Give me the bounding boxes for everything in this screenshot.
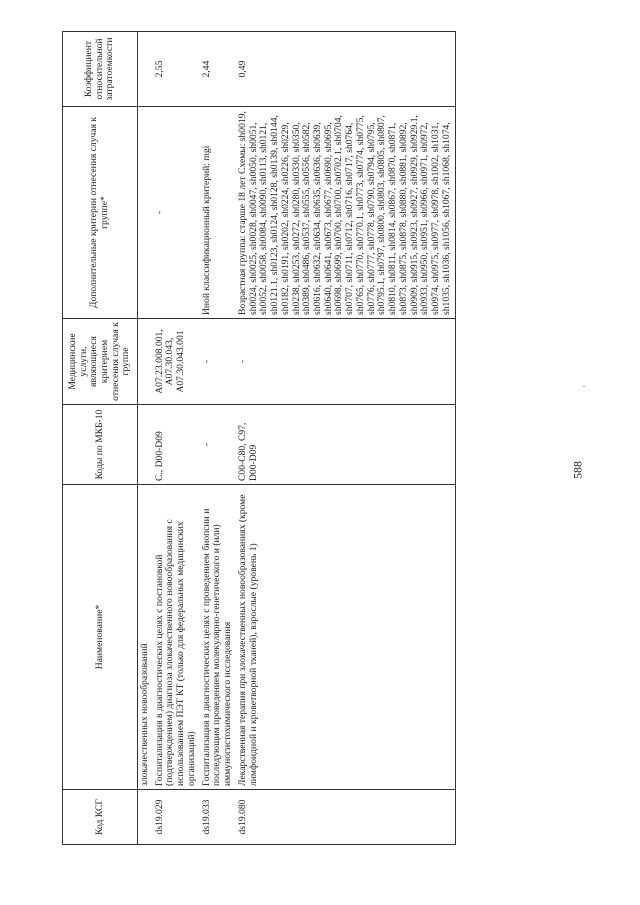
cell-code: ds19.033 (200, 790, 236, 845)
continuation-text: злокачественных новообразований (138, 485, 153, 790)
cell-mkb: C00-C80, C97, D00-D09 (236, 405, 455, 485)
continuation-row (138, 32, 153, 845)
cell-name: Госпитализация в диагностических целях с постановкой (подтверждением) диагноза злокачественного новообразования с использованием ПЭТ КТ (только для федеральных медицинских организаций) (153, 485, 200, 790)
rotated-table-wrapper (62, 32, 637, 845)
cell-services: A07.23.008.001, A07.30.043, A07.30.043.001 (153, 319, 200, 405)
header-mkb: Коды по МКБ-10 (63, 405, 138, 485)
table-row (236, 32, 455, 845)
cell-services: - (236, 319, 455, 405)
cell-services: - (200, 319, 236, 405)
ksg-table (62, 31, 456, 845)
cell-coef: 2,55 (153, 32, 200, 107)
cell-mkb: C., D00-D09 (153, 405, 200, 485)
table-header-row (63, 32, 138, 845)
header-name: Наименование* (63, 485, 138, 790)
cell-coef: 0,49 (236, 32, 455, 107)
cell-name: Госпитализация в диагностических целях с проведением биопсии и последующим проведением молекулярно-генетического и (или) иммуногистохимического исследования (200, 485, 236, 790)
cell-criteria: Возрастная группа: старше 18 лет Схемы: sh0019, sh0024, sh0025, sh0028, sh0047, sh0050, sh0051, sh0052, sh0058, sh0084, sh0090, sh0113, sh0121, sh0121.1, sh0123, sh0124, sh0128, sh0139, sh0144, sh0182, sh0191, sh0202, sh0224, sh0226, sh0229, sh0238, sh0253, sh0272, sh0280, sh0330, sh0350, sh0389, sh0486, sh0537, sh0555, sh0556, sh0582, sh0616, sh0632, sh0634, sh0635, sh0636, sh0639, sh0640, sh0641, sh0673, sh0677, sh0690, sh0695, sh0698, sh0699, sh0700, sh0700, sh0702.1, sh0704, sh0707, sh0711, sh0712, sh0716, sh0717, sh0764, sh0765, sh0770, sh0770.1, sh0773, sh0774, sh0775, sh0776, sh0777, sh0778, sh0790, sh0794, sh0795, sh0795.1, sh0797, sh0800, sh0803, sh0805, sh0807, sh0810, sh0811, sh0814, sh0867, sh0870, sh0871, sh0873, sh0875, sh0878, sh0880, sh0881, sh0892, sh0909, sh0915, sh0923, sh0927, sh0929, sh0929.1, sh0933, sh0950, sh0951, sh0966, sh0971, sh0972, sh0974, sh0975, sh0977, sh0978, sh1002, sh1031, sh1035, sh1036, sh1056, sh1067, sh1068, sh1074, (236, 107, 455, 319)
stray-mark: . (583, 380, 585, 389)
cell-name: Лекарственная терапия при злокачественных новообразованиях (кроме лимфоидной и кроветворной тканей), взрослые (уровень 1) (236, 485, 455, 790)
header-services: Медицинские услуги, являющиеся критерием отнесения случая к группе (63, 319, 138, 405)
cell-criteria: Иной классификационный критерий: mgi (200, 107, 236, 319)
header-criteria: Дополнительные критерии отнесения случая к группе* (63, 107, 138, 319)
table-row (153, 32, 200, 845)
table-row (200, 32, 236, 845)
header-coef: Коэффициент относительной затратоемкости (63, 32, 138, 107)
cell-code: ds19.080 (236, 790, 455, 845)
page-number: 588 (570, 461, 585, 479)
cell-code: ds19.029 (153, 790, 200, 845)
cell-coef: 2,44 (200, 32, 236, 107)
cell-criteria: - (153, 107, 200, 319)
header-code: Код КСГ (63, 790, 138, 845)
cell-mkb: - (200, 405, 236, 485)
